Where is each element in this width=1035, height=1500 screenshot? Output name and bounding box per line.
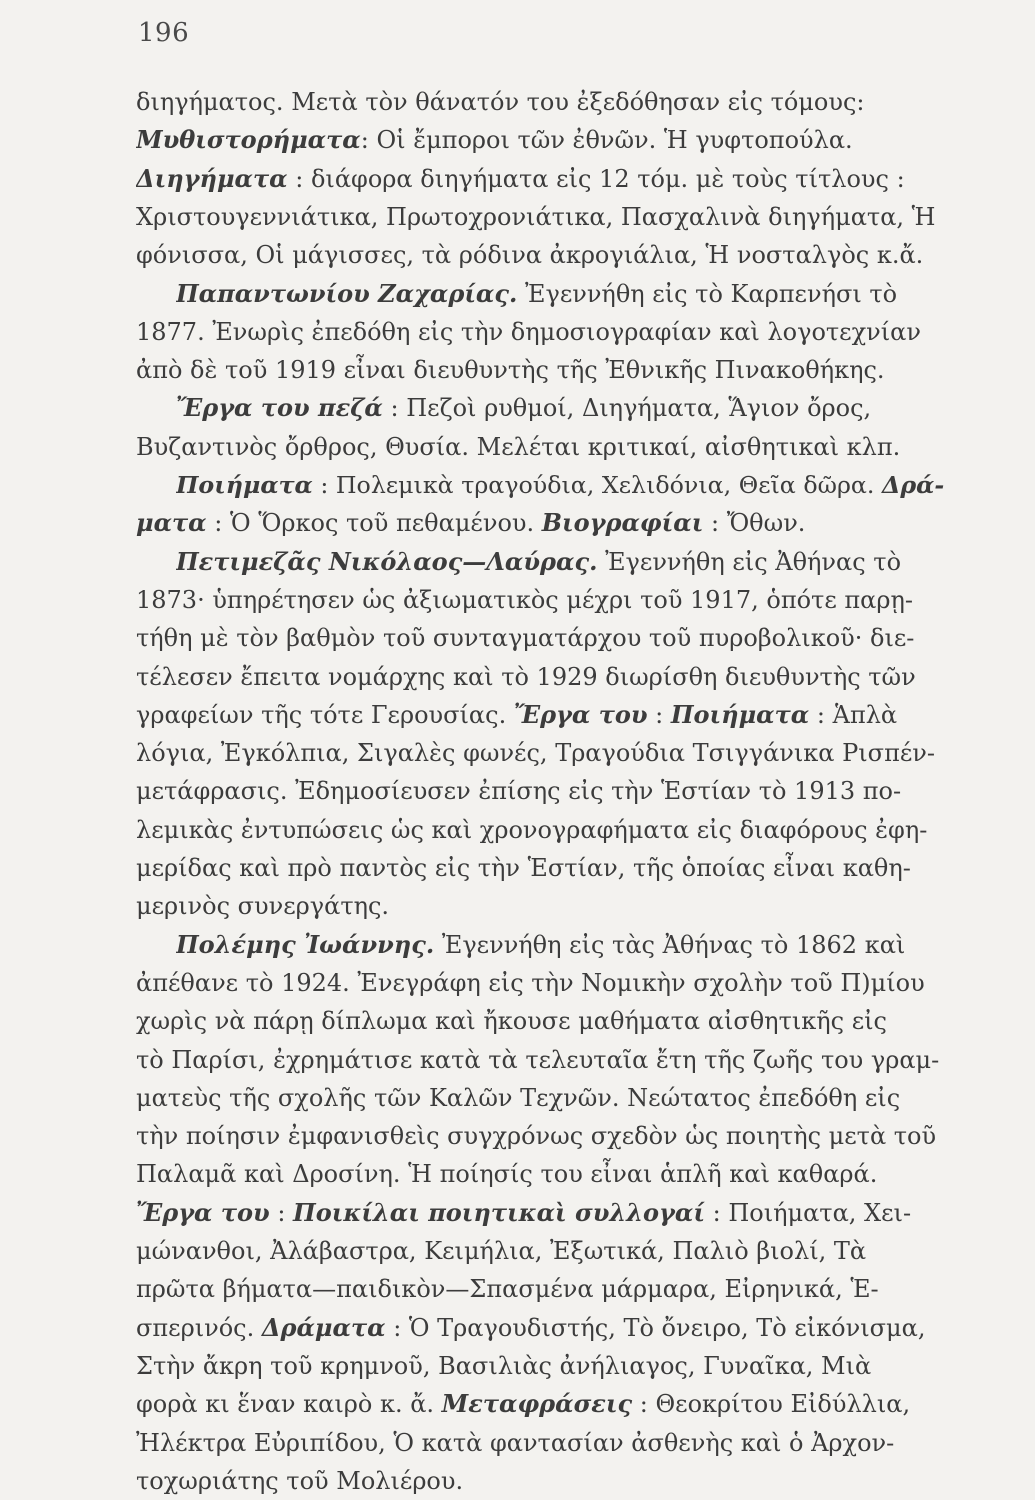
body-text: : Ποιήματα, Χει-	[704, 1198, 912, 1227]
body-text: τήθη μὲ τὸν βαθμὸν τοῦ συνταγματάρχου τοῦ πυροβολικοῦ· διε-	[136, 624, 915, 653]
text-line	[136, 504, 944, 542]
body-text: : διάφορα διηγήματα εἰς 12 τόμ. μὲ τοὺς τίτλους :	[287, 164, 905, 193]
heading-term: Παπαντωνίου Ζαχαρίας.	[176, 278, 518, 308]
text-line	[136, 198, 944, 236]
body-text: Ἐγεννήθη εἰς τὸ Καρπενήσι τὸ	[517, 279, 898, 308]
body-text: : Ὄθων.	[703, 509, 806, 538]
text-line	[136, 160, 944, 198]
body-text: λόγια, Ἐγκόλπια, Σιγαλὲς φωνές, Τραγούδια Τσιγγάνικα Ρισπέν-	[136, 739, 935, 768]
body-text: Ἠλέκτρα Εὐριπίδου, Ὁ κατὰ φαντασίαν ἀσθενὴς καὶ ὁ Ἀρχον-	[136, 1428, 895, 1457]
heading-term: Διηγήματα	[136, 163, 288, 193]
body-text: λεμικὰς ἐντυπώσεις ὡς καὶ χρονογραφήματα εἰς διαφόρους ἐφη-	[136, 815, 928, 844]
heading-term: Ποιήματα	[176, 471, 313, 499]
body-text: Βυζαντινὸς ὄρθρος, Θυσία. Μελέται κριτικαί, αἰσθητικαὶ κλπ.	[136, 432, 901, 461]
body-text: :	[647, 700, 671, 729]
heading-term: Μυθιστορήματα	[136, 125, 361, 155]
text-line	[136, 83, 944, 121]
body-text: 1877. Ἐνωρὶς ἐπεδόθη εἰς τὴν δημοσιογραφίαν καὶ λογοτεχνίαν	[136, 317, 921, 346]
text-line	[136, 1002, 944, 1040]
text-line	[136, 1385, 944, 1423]
body-text: μώνανθοι, Ἀλάβαστρα, Κειμήλια, Ἐξωτικά, Παλιὸ βιολί, Τὰ	[136, 1237, 867, 1265]
text-line	[136, 1079, 944, 1117]
heading-term: Πολέμης Ἰωάννης.	[176, 929, 435, 959]
body-text: φόνισσα, Οἱ μάγισσες, τὰ ρόδινα ἀκρογιάλια, Ἡ νοσταλγὸς κ.ἄ.	[136, 241, 924, 270]
text-line	[136, 811, 944, 849]
text-line	[136, 1347, 944, 1385]
heading-term: Μεταφράσεις	[441, 1389, 633, 1419]
text-line	[136, 121, 944, 159]
body-text: διηγήματος. Μετὰ τὸν θάνατόν του ἐξεδόθησαν εἰς τόμους:	[136, 88, 865, 116]
page-number: 196	[138, 18, 190, 48]
text-line	[136, 1309, 944, 1347]
text-line	[136, 619, 944, 657]
body-text: Χριστουγεννιάτικα, Πρωτοχρονιάτικα, Πασχαλινὰ διηγήματα, Ἡ	[136, 202, 936, 231]
body-text: : Πεζοὶ ρυθμοί, Διηγήματα, Ἅγιον ὄρος,	[382, 394, 872, 423]
text-line	[176, 543, 944, 581]
text-line	[136, 1041, 944, 1079]
body-text: πρῶτα βήματα—παιδικὸν—Σπασμένα μάρμαρα, Εἰρηνικά, Ἑ-	[136, 1275, 879, 1304]
text-line	[176, 275, 944, 313]
text-line	[136, 849, 944, 887]
heading-term: Ἔργα του πεζά	[176, 393, 383, 423]
text-line	[136, 772, 944, 810]
text-line	[136, 1462, 944, 1500]
body-text: ἀπέθανε τὸ 1924. Ἐνεγράφη εἰς τὴν Νομικὴν σχολὴν τοῦ Π)μίου	[136, 968, 925, 997]
heading-term: Ποικίλαι ποιητικαὶ συλλογαί	[293, 1197, 705, 1227]
body-text: τοχωριάτης τοῦ Μολιέρου.	[136, 1466, 464, 1495]
text-line	[136, 1194, 944, 1232]
text-line	[176, 389, 944, 427]
heading-term: Δρά-	[882, 471, 944, 499]
body-text: Ἐγεννήθη εἰς τὰς Ἀθήνας τὸ 1862 καὶ	[434, 930, 906, 959]
text-line	[176, 926, 944, 964]
text-line	[136, 696, 944, 734]
body-text: σπερινός.	[136, 1313, 262, 1342]
body-text: Παλαμᾶ καὶ Δροσίνη. Ἡ ποίησίς του εἶναι ἁπλῆ καὶ καθαρά.	[136, 1160, 878, 1189]
body-text: τέλεσεν ἔπειτα νομάρχης καὶ τὸ 1929 διωρίσθη διευθυντὴς τῶν	[136, 662, 916, 691]
body-text: μερινὸς συνεργάτης.	[136, 892, 390, 921]
heading-term: Ἔργα του	[136, 1197, 270, 1227]
body-text: χωρὶς νὰ πάρῃ δίπλωμα καὶ ἤκουσε μαθήματα αἰσθητικῆς εἰς	[136, 1007, 887, 1036]
text-line	[136, 887, 944, 925]
heading-term: Ποιήματα	[670, 699, 810, 729]
heading-term: ματα	[136, 508, 207, 538]
heading-term: Βιογραφίαι	[541, 508, 704, 538]
text-line	[136, 658, 944, 696]
body-text: γραφείων τῆς τότε Γερουσίας.	[136, 700, 514, 729]
body-text: : Οἱ ἔμποροι τῶν ἐθνῶν. Ἡ γυφτοπούλα.	[360, 126, 853, 155]
body-text: 1873· ὑπηρέτησεν ὡς ἀξιωματικὸς μέχρι τοῦ 1917, ὁπότε παρῃ-	[136, 585, 913, 614]
text-line	[136, 1117, 944, 1155]
body-text: : Ἁπλὰ	[809, 700, 898, 729]
text-line	[136, 1424, 944, 1462]
body-text: φορὰ κι ἕναν καιρὸ κ. ἄ.	[136, 1390, 442, 1419]
text-line	[136, 734, 944, 772]
body-text: : Ὁ Τραγουδιστής, Τὸ ὄνειρο, Τὸ εἰκόνισμα,	[385, 1313, 926, 1342]
text-line	[136, 236, 944, 274]
body-text: μερίδας καὶ πρὸ παντὸς εἰς τὴν Ἑστίαν, τῆς ὁποίας εἶναι καθη-	[136, 854, 911, 882]
text-line	[136, 1232, 944, 1270]
text-line	[136, 351, 944, 389]
heading-term: Δράματα	[261, 1312, 386, 1342]
body-text: τὸ Παρίσι, ἐχρημάτισε κατὰ τὰ τελευταῖα ἔτη τῆς ζωῆς του γραμ-	[136, 1045, 940, 1074]
body-text: τὴν ποίησιν ἐμφανισθεὶς συγχρόνως σχεδὸν ὡς ποιητὴς μετὰ τοῦ	[136, 1122, 937, 1151]
body-text: μετάφρασις. Ἐδημοσίευσεν ἐπίσης εἰς τὴν Ἑστίαν τὸ 1913 πο-	[136, 777, 902, 806]
body-text: ἀπὸ δὲ τοῦ 1919 εἶναι διευθυντὴς τῆς Ἐθνικῆς Πινακοθήκης.	[136, 356, 885, 385]
text-line	[136, 428, 944, 466]
text-line	[176, 466, 944, 504]
text-line	[136, 1155, 944, 1193]
text-line	[136, 1270, 944, 1308]
body-text: Ἐγεννήθη εἰς Ἀθήνας τὸ	[597, 547, 902, 576]
text-line	[136, 581, 944, 619]
body-text: : Πολεμικὰ τραγούδια, Χελιδόνια, Θεῖα δῶρα.	[312, 471, 882, 499]
body-text: :	[269, 1198, 294, 1227]
body-text: : Θεοκρίτου Εἰδύλλια,	[632, 1390, 911, 1419]
text-line	[136, 964, 944, 1002]
heading-term: Ἔργα του	[513, 699, 648, 729]
text-line	[136, 313, 944, 351]
heading-term: Πετιμεζᾶς Νικόλαος—Λαύρας.	[176, 546, 598, 576]
body-text: : Ὁ Ὅρκος τοῦ πεθαμένου.	[206, 509, 542, 538]
body-text: ματεὺς τῆς σχολῆς τῶν Καλῶν Τεχνῶν. Νεώτατος ἐπεδόθη εἰς	[136, 1083, 901, 1112]
body-text: Στὴν ἄκρη τοῦ κρημνοῦ, Βασιλιὰς ἀνήλιαγος, Γυναῖκα, Μιὰ	[136, 1351, 872, 1380]
